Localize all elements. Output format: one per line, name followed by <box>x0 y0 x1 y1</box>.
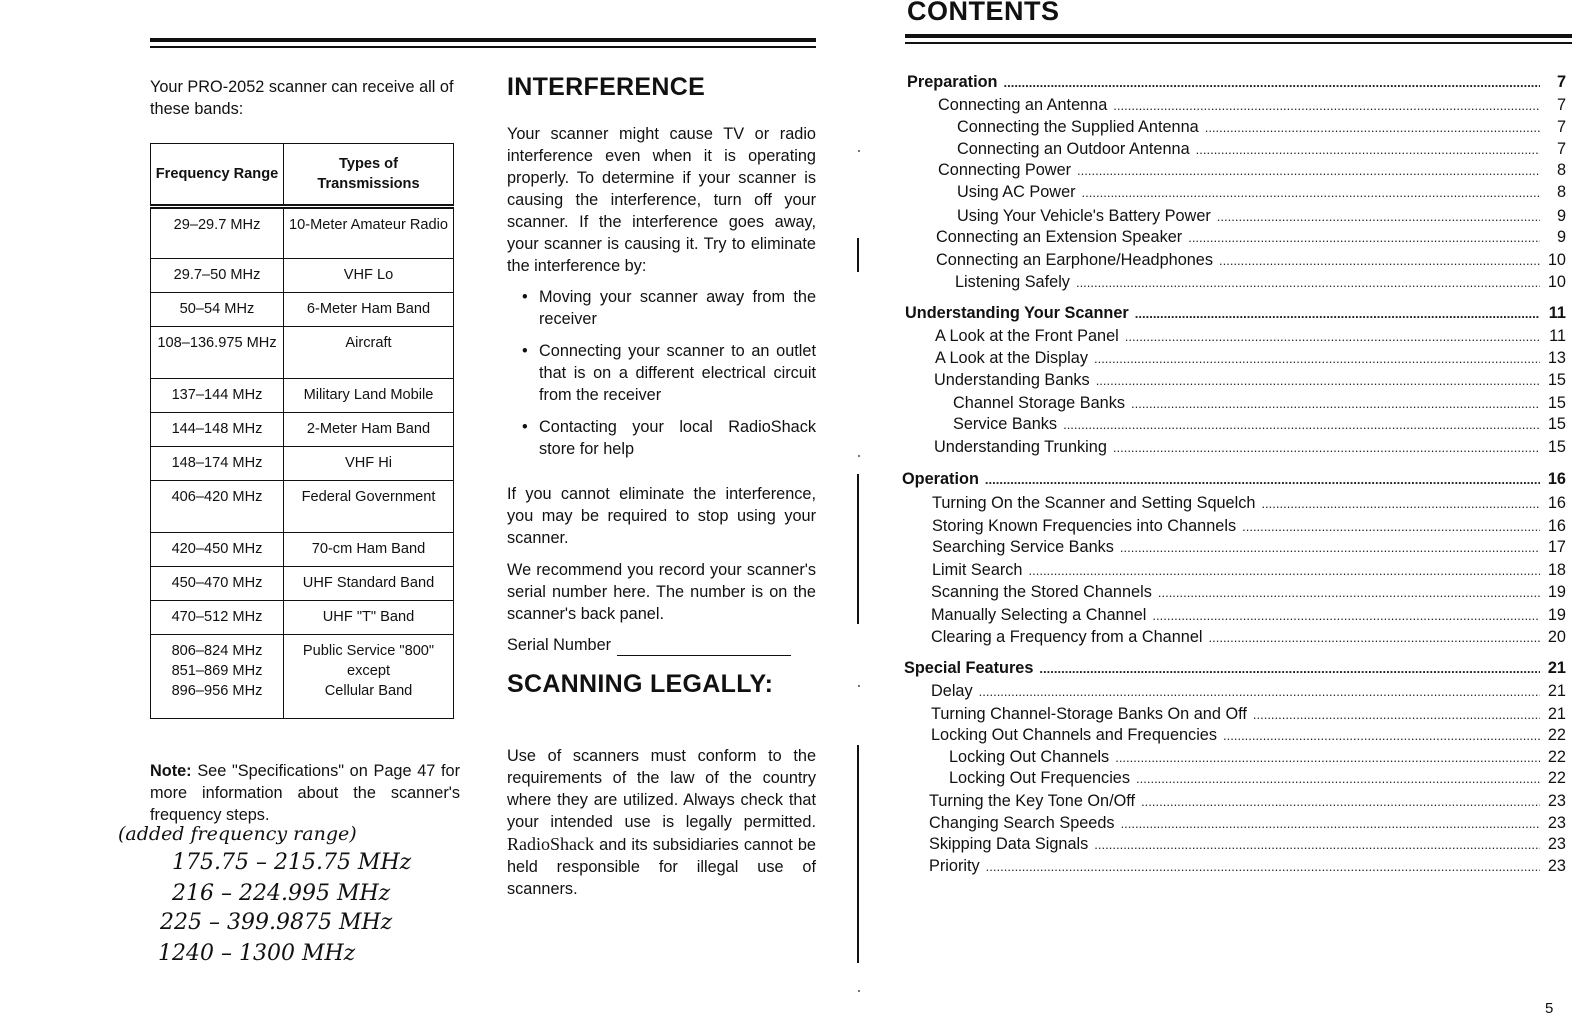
left-header-rule-thin <box>150 46 816 48</box>
toc-page-number: 15 <box>1547 371 1566 389</box>
toc-page-number: 23 <box>1547 814 1566 832</box>
toc-entry-title: Locking Out Channels <box>949 748 1110 766</box>
toc-entry <box>929 856 1566 877</box>
gutter-mark <box>857 238 859 272</box>
toc-page-number: 22 <box>1547 769 1566 787</box>
table-row <box>151 413 454 447</box>
toc-leader-dots <box>979 682 1540 702</box>
toc-leader-dots <box>1113 96 1540 116</box>
toc-entry <box>931 704 1566 725</box>
frequency-range-cell: 406–420 MHz <box>151 481 284 533</box>
toc-leader-dots <box>1217 207 1540 227</box>
transmission-type-cell: 6-Meter Ham Band <box>284 293 454 327</box>
gutter-speck <box>858 455 860 457</box>
toc-leader-dots <box>1135 304 1540 324</box>
handwritten-heading: (added frequency range) <box>118 823 357 845</box>
toc-entry-title: Scanning the Stored Channels <box>931 583 1152 601</box>
page-number: 5 <box>1545 1000 1554 1017</box>
gutter-speck <box>858 990 860 992</box>
toc-entry <box>934 370 1566 391</box>
frequency-range-cell: 148–174 MHz <box>151 447 284 481</box>
toc-entry-title: Connecting an Earphone/Headphones <box>936 251 1213 269</box>
transmission-type-cell: Aircraft <box>284 327 454 379</box>
toc-page-number: 15 <box>1547 438 1566 456</box>
toc-page-number: 20 <box>1547 628 1566 646</box>
toc-entry-title: A Look at the Front Panel <box>935 327 1119 345</box>
toc-entry <box>949 747 1566 768</box>
toc-entry-title: Turning Channel-Storage Banks On and Off <box>931 705 1247 723</box>
toc-page-number: 7 <box>1556 96 1566 114</box>
toc-leader-dots <box>1242 517 1540 537</box>
toc-leader-dots <box>1152 606 1540 626</box>
toc-entry <box>938 160 1566 181</box>
toc-page-number: 15 <box>1547 394 1566 412</box>
toc-entry <box>932 537 1566 558</box>
transmission-type-cell: UHF "T" Band <box>284 601 454 635</box>
toc-section <box>907 72 1566 93</box>
table-header-row <box>151 144 454 207</box>
handwritten-line-4: 1240 – 1300 MHz <box>158 941 356 966</box>
toc-entry-title: Turning the Key Tone On/Off <box>929 792 1136 810</box>
toc-entry <box>935 326 1566 347</box>
table-row <box>151 567 454 601</box>
toc-page-number: 7 <box>1556 73 1566 91</box>
toc-entry-title: Priority <box>929 857 980 875</box>
header-transmission-types: Types of Transmissions <box>284 144 454 207</box>
table-row <box>151 447 454 481</box>
toc-entry-title: Limit Search <box>932 561 1023 579</box>
table-row <box>151 207 454 259</box>
table-row <box>151 635 454 719</box>
intro-text: Your PRO-2052 scanner can receive all of these bands: <box>150 78 454 118</box>
toc-entry <box>938 95 1566 116</box>
interference-bullets <box>522 286 816 470</box>
handwritten-line-1: 175.75 – 215.75 MHz <box>172 850 412 875</box>
transmission-type-cell: UHF Standard Band <box>284 567 454 601</box>
interference-paragraph-1: Your scanner might cause TV or radio interference even when it is operating properly. To determine if your scanner is causing the interference, turn off your scanner. If the interference goes away, your scanner is causing it. Try to eliminate the interference by: <box>507 125 816 275</box>
toc-entry-title: Using Your Vehicle's Battery Power <box>957 207 1211 225</box>
toc-entry <box>932 493 1566 514</box>
transmission-type-cell: 10-Meter Amateur Radio <box>284 207 454 259</box>
toc-entry <box>931 605 1566 626</box>
toc-leader-dots <box>1096 371 1540 391</box>
toc-section <box>902 469 1566 490</box>
toc-entry-title: A Look at the Display <box>935 349 1088 367</box>
table-row <box>151 259 454 293</box>
toc-entry-title: Storing Known Frequencies into Channels <box>932 517 1237 535</box>
toc-page-number: 16 <box>1547 470 1566 488</box>
toc-page-number: 16 <box>1547 517 1566 535</box>
toc-entry-title: Connecting Power <box>938 161 1072 179</box>
toc-leader-dots <box>1029 561 1541 581</box>
toc-entry <box>929 791 1566 812</box>
interference-paragraph-3: We recommend you record your scanner's serial number here. The number is on the scanner's back panel. <box>507 561 816 623</box>
toc-page-number: 7 <box>1556 140 1566 158</box>
toc-leader-dots <box>986 857 1540 877</box>
toc-entry <box>932 516 1566 537</box>
toc-page-number: 10 <box>1547 251 1566 269</box>
frequency-range-cell: 137–144 MHz <box>151 379 284 413</box>
legal-brand: RadioShack <box>507 834 594 854</box>
toc-entry-title: Connecting the Supplied Antenna <box>957 118 1199 136</box>
legal-text-b: and its subsidiaries cannot be held responsible for illegal use of scanners. <box>507 836 816 898</box>
toc-page-number: 21 <box>1547 705 1566 723</box>
toc-page-number: 19 <box>1547 583 1566 601</box>
toc-page-number: 22 <box>1547 748 1566 766</box>
toc-entry-title: Understanding Trunking <box>934 438 1107 456</box>
transmission-type-cell: VHF Hi <box>284 447 454 481</box>
frequency-range-cell: 470–512 MHz <box>151 601 284 635</box>
toc-page-number: 21 <box>1547 659 1566 677</box>
transmission-type-cell: 70-cm Ham Band <box>284 533 454 567</box>
toc-leader-dots <box>1205 118 1540 138</box>
toc-entry-title: Understanding Your Scanner <box>905 304 1129 322</box>
toc-leader-dots <box>1120 538 1540 558</box>
toc-page-number: 15 <box>1547 415 1566 433</box>
toc-entry-title: Turning On the Scanner and Setting Squelch <box>932 494 1256 512</box>
interference-title: INTERFERENCE <box>507 73 706 101</box>
toc-leader-dots <box>1188 228 1540 248</box>
toc-page-number: 23 <box>1547 835 1566 853</box>
toc-entry-title: Manually Selecting a Channel <box>931 606 1147 624</box>
gutter-mark <box>857 474 859 624</box>
toc-entry-title: Preparation <box>907 73 998 91</box>
toc-entry-title: Delay <box>931 682 973 700</box>
toc-entry <box>931 725 1566 746</box>
toc-entry-title: Special Features <box>904 659 1034 677</box>
toc-entry-title: Connecting an Outdoor Antenna <box>957 140 1190 158</box>
toc-entry <box>949 768 1566 789</box>
toc-leader-dots <box>1125 327 1540 347</box>
toc-entry <box>953 414 1566 435</box>
toc-entry <box>931 582 1566 603</box>
frequency-range-cell: 50–54 MHz <box>151 293 284 327</box>
frequency-range-cell: 806–824 MHz 851–869 MHz 896–956 MHz <box>151 635 284 719</box>
toc-entry <box>931 681 1566 702</box>
toc-leader-dots <box>1094 349 1540 369</box>
toc-page-number: 21 <box>1547 682 1566 700</box>
note-label: Note: <box>150 762 192 780</box>
toc-leader-dots <box>1121 814 1540 834</box>
gutter-mark <box>857 745 859 963</box>
legal-paragraph <box>507 745 816 900</box>
transmission-type-cell: Public Service "800" except Cellular Band <box>284 635 454 719</box>
toc-entry-title: Connecting an Antenna <box>938 96 1108 114</box>
toc-entry <box>957 206 1566 227</box>
serial-number-label: Serial Number <box>507 636 612 654</box>
toc-entry-title: Service Banks <box>953 415 1058 433</box>
toc-leader-dots <box>1158 583 1540 603</box>
toc-entry-title: Clearing a Frequency from a Channel <box>931 628 1203 646</box>
toc-entry <box>929 834 1566 855</box>
right-header-rule <box>905 34 1572 38</box>
toc-entry-title: Locking Out Channels and Frequencies <box>931 726 1218 744</box>
toc-entry <box>936 250 1566 271</box>
contents-title: CONTENTS <box>907 0 1060 26</box>
toc-page-number: 18 <box>1547 561 1566 579</box>
scanning-legally-title: SCANNING LEGALLY: <box>507 670 774 698</box>
toc-leader-dots <box>985 470 1540 490</box>
toc-entry <box>955 272 1566 293</box>
table-row <box>151 601 454 635</box>
toc-entry-title: Using AC Power <box>957 183 1076 201</box>
toc-entry <box>932 560 1566 581</box>
toc-entry <box>957 182 1566 203</box>
handwritten-line-2: 216 – 224.995 MHz <box>172 881 391 906</box>
toc-leader-dots <box>1196 140 1540 160</box>
bullet-item: • Moving your scanner away from the receiver <box>522 286 816 330</box>
toc-entry-title: Connecting an Extension Speaker <box>936 228 1183 246</box>
frequency-range-cell: 29–29.7 MHz <box>151 207 284 259</box>
table-row <box>151 327 454 379</box>
toc-page-number: 10 <box>1547 273 1566 291</box>
handwritten-line-3: 225 – 399.9875 MHz <box>160 910 393 935</box>
toc-entry-title: Channel Storage Banks <box>953 394 1125 412</box>
frequency-table <box>150 143 454 719</box>
toc-entry-title: Changing Search Speeds <box>929 814 1115 832</box>
note <box>150 760 460 826</box>
toc-leader-dots <box>1094 835 1540 855</box>
toc-leader-dots <box>1115 748 1540 768</box>
toc-entry-title: Locking Out Frequencies <box>949 769 1131 787</box>
toc-page-number: 19 <box>1547 606 1566 624</box>
table-row <box>151 533 454 567</box>
gutter-speck <box>858 685 860 687</box>
toc-entry <box>931 627 1566 648</box>
toc-page-number: 9 <box>1556 228 1566 246</box>
toc-page-number: 23 <box>1547 792 1566 810</box>
toc-page-number: 23 <box>1547 857 1566 875</box>
toc-leader-dots <box>1077 161 1540 181</box>
table-row <box>151 379 454 413</box>
toc-entry <box>936 227 1566 248</box>
right-header-rule-thin <box>905 42 1572 44</box>
serial-number-blank <box>617 639 791 656</box>
toc-leader-dots <box>1082 183 1540 203</box>
toc-entry-title: Understanding Banks <box>934 371 1090 389</box>
toc-page-number: 11 <box>1549 327 1566 345</box>
toc-entry <box>934 437 1566 458</box>
toc-entry <box>935 348 1566 369</box>
toc-page-number: 8 <box>1556 183 1566 201</box>
toc-entry-title: Listening Safely <box>955 273 1070 291</box>
left-header-rule <box>150 38 816 42</box>
transmission-type-cell: Military Land Mobile <box>284 379 454 413</box>
legal-text-a: Use of scanners must conform to the requirements of the law of the country where they are utilized. Always check that your intended use is legally permitted. <box>507 747 816 831</box>
header-frequency-range: Frequency Range <box>151 144 284 207</box>
toc-leader-dots <box>1131 394 1540 414</box>
transmission-type-cell: VHF Lo <box>284 259 454 293</box>
gutter-speck <box>858 150 860 152</box>
toc-leader-dots <box>1219 251 1540 271</box>
toc-entry <box>929 813 1566 834</box>
bullet-item: • Connecting your scanner to an outlet that is on a different electrical circuit from the receiver <box>522 340 816 406</box>
toc-entry <box>957 139 1566 160</box>
toc-leader-dots <box>1261 494 1540 514</box>
toc-leader-dots <box>1136 769 1540 789</box>
table-row <box>151 481 454 533</box>
toc-entry-title: Searching Service Banks <box>932 538 1114 556</box>
toc-page-number: 7 <box>1556 118 1566 136</box>
toc-leader-dots <box>1253 705 1540 725</box>
frequency-range-cell: 450–470 MHz <box>151 567 284 601</box>
toc-entry-title: Operation <box>902 470 979 488</box>
toc-page-number: 13 <box>1547 349 1566 367</box>
frequency-range-cell: 144–148 MHz <box>151 413 284 447</box>
note-text: See "Specifications" on Page 47 for more information about the scanner's frequency steps. <box>150 762 461 824</box>
transmission-type-cell: Federal Government <box>284 481 454 533</box>
bullet-item: • Contacting your local RadioShack store for help <box>522 416 816 460</box>
toc-entry <box>957 117 1566 138</box>
toc-section <box>904 658 1566 679</box>
toc-entry-title: Skipping Data Signals <box>929 835 1089 853</box>
toc-leader-dots <box>1039 659 1540 679</box>
toc-page-number: 22 <box>1547 726 1566 744</box>
toc-leader-dots <box>1113 438 1540 458</box>
toc-leader-dots <box>1223 726 1540 746</box>
toc-leader-dots <box>1141 792 1540 812</box>
toc-entry <box>953 393 1566 414</box>
toc-leader-dots <box>1063 415 1540 435</box>
toc-page-number: 16 <box>1547 494 1566 512</box>
toc-leader-dots <box>1076 273 1540 293</box>
toc-page-number: 17 <box>1547 538 1566 556</box>
toc-leader-dots <box>1003 73 1540 93</box>
interference-paragraph-2: If you cannot eliminate the interference, you may be required to stop using your scanner. <box>507 485 816 547</box>
toc-page-number: 8 <box>1556 161 1566 179</box>
toc-page-number: 11 <box>1548 304 1566 322</box>
table-row <box>151 293 454 327</box>
frequency-range-cell: 29.7–50 MHz <box>151 259 284 293</box>
frequency-range-cell: 108–136.975 MHz <box>151 327 284 379</box>
toc-leader-dots <box>1209 628 1541 648</box>
transmission-type-cell: 2-Meter Ham Band <box>284 413 454 447</box>
serial-number-field <box>507 634 791 656</box>
toc-section <box>905 303 1566 324</box>
toc-page-number: 9 <box>1556 207 1566 225</box>
frequency-range-cell: 420–450 MHz <box>151 533 284 567</box>
